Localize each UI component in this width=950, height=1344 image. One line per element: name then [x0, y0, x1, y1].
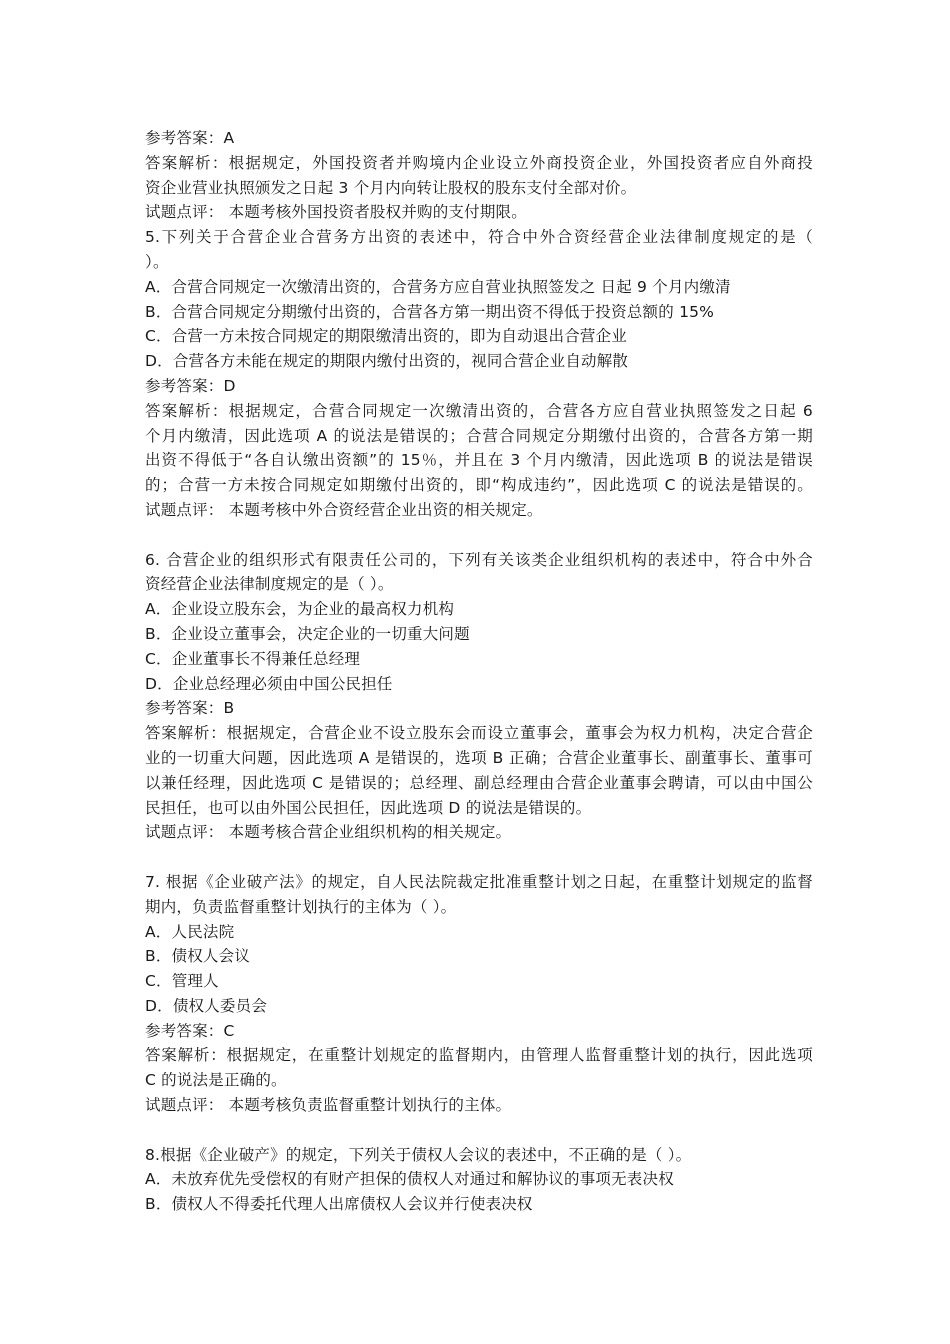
question-text: 8.根据《企业破产》的规定，下列关于债权人会议的表述中，不正确的是（ ）。 [145, 1145, 692, 1164]
analysis-line: 个月内缴清，因此选项 A 的说法是错误的；合营合同规定分期缴付出资的，合营各方第一期 [145, 426, 813, 445]
answer-line: 参考答案：C [145, 1021, 235, 1040]
question-text: 6. 合营企业的组织形式有限责任公司的，下列有关该类企业组织机构的表述中，符合中外合 [145, 550, 813, 569]
comment-line: 试题点评： 本题考核负责监督重整计划执行的主体。 [145, 1096, 512, 1115]
question-text: 资经营企业法律制度规定的是（ ）。 [145, 575, 394, 594]
option-d: D．合营各方未能在规定的期限内缴付出资的，视同合营企业自动解散 [145, 352, 629, 371]
comment-line: 试题点评： 本题考核外国投资者股权并购的支付期限。 [145, 203, 527, 222]
analysis-line: 出资不得低于“各自认缴出资额”的 15％，并且在 3 个月内缴清，因此选项 B 的说法是错误 [145, 451, 813, 470]
analysis-line: 的；合营一方未按合同规定如期缴付出资的，即“构成违约”，因此选项 C 的说法是错误的。 [145, 476, 813, 495]
option-b: B．企业设立董事会，决定企业的一切重大问题 [145, 624, 470, 643]
option-c: C．企业董事长不得兼任总经理 [145, 649, 361, 668]
option-b: B．债权人不得委托代理人出席债权人会议并行使表决权 [145, 1195, 533, 1214]
option-c: C．管理人 [145, 972, 219, 991]
comment-line: 试题点评： 本题考核合营企业组织机构的相关规定。 [145, 823, 512, 842]
analysis-line: 业的一切重大问题，因此选项 A 是错误的，选项 B 正确；合营企业董事长、副董事长、董事可 [145, 748, 813, 767]
option-d: D．企业总经理必须由中国公民担任 [145, 674, 393, 693]
question-text: 7. 根据《企业破产法》的规定，自人民法院裁定批准重整计划之日起，在重整计划规定的监督 [145, 872, 813, 891]
analysis-line: 资企业营业执照颁发之日起 3 个月内向转让股权的股东支付全部对价。 [145, 178, 637, 197]
question-7 [145, 870, 813, 1118]
question-5 [145, 225, 813, 523]
option-a: A．企业设立股东会，为企业的最高权力机构 [145, 600, 455, 619]
paragraph-gap [145, 523, 813, 548]
question-text: ）。 [145, 252, 169, 271]
paragraph-gap [145, 1118, 813, 1143]
answer-line: 参考答案：B [145, 699, 235, 718]
option-a: A．合营合同规定一次缴清出资的，合营务方应自营业执照签发之 日起 9 个月内缴清 [145, 277, 731, 296]
analysis-line: 答案解析：根据规定，合营合同规定一次缴清出资的，合营各方应自营业执照签发之日起 6 [145, 401, 813, 420]
answer-line: 参考答案：D [145, 376, 236, 395]
option-a: A．未放弃优先受偿权的有财产担保的债权人对通过和解协议的事项无表决权 [145, 1170, 674, 1189]
option-d: D．债权人委员会 [145, 996, 268, 1015]
option-c: C．合营一方未按合同规定的期限缴清出资的，即为自动退出合营企业 [145, 327, 628, 346]
analysis-line: 以兼任经理，因此选项 C 是错误的；总经理、副总经理由合营企业董事会聘请，可以由中国公 [145, 773, 813, 792]
option-a: A．人民法院 [145, 922, 235, 941]
analysis-line: C 的说法是正确的。 [145, 1071, 287, 1090]
answer-line: 参考答案：A [145, 129, 235, 147]
analysis-line: 答案解析：根据规定，在重整计划规定的监督期内，由管理人监督重整计划的执行，因此选项 [145, 1046, 813, 1065]
question-text: 5.下列关于合营企业合营务方出资的表述中，符合中外合资经营企业法律制度规定的是（ [145, 228, 813, 247]
option-b: B．合营合同规定分期缴付出资的，合营各方第一期出资不得低于投资总额的 15% [145, 302, 715, 321]
comment-line: 试题点评： 本题考核中外合资经营企业出资的相关规定。 [145, 500, 543, 519]
question-6 [145, 548, 813, 846]
document-page [145, 126, 813, 1217]
option-b: B．债权人会议 [145, 947, 251, 966]
paragraph-gap [145, 845, 813, 870]
question-text: 期内，负责监督重整计划执行的主体为（ ）。 [145, 897, 457, 916]
question-4-tail [145, 126, 813, 225]
analysis-line: 答案解析：根据规定，合营企业不设立股东会而设立董事会，董事会为权力机构，决定合营企 [145, 724, 813, 743]
analysis-line: 民担任，也可以由外国公民担任，因此选项 D 的说法是错误的。 [145, 798, 592, 817]
analysis-line: 答案解析：根据规定，外国投资者并购境内企业设立外商投资企业，外国投资者应自外商投 [145, 153, 813, 172]
question-8 [145, 1143, 813, 1217]
